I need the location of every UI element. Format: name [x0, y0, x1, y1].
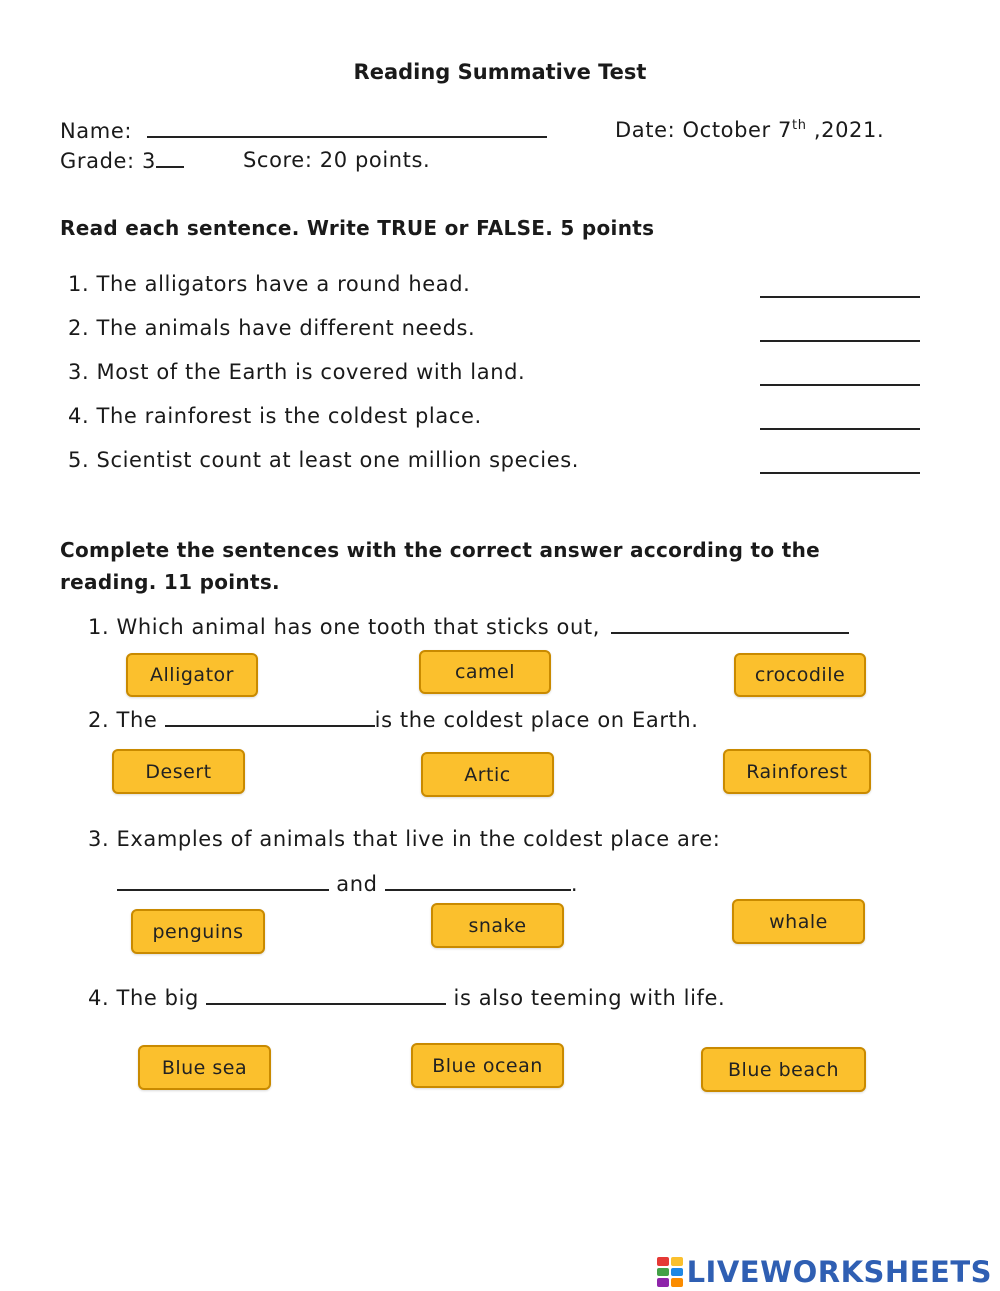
tf-answer-blank-3[interactable] [760, 382, 920, 386]
liveworksheets-logo [657, 1255, 992, 1289]
name-label: Name: [60, 119, 133, 143]
fill-question-3-period: . [570, 872, 579, 896]
liveworksheets-logo-text: LIVEWORKSHEETS [686, 1255, 992, 1289]
fill-question-4-prefix: 4. The big [88, 986, 199, 1010]
option-chip-q2-3[interactable]: Rainforest [723, 749, 871, 794]
fill-blank-3a[interactable] [117, 871, 329, 891]
option-chip-q4-1[interactable]: Blue sea [138, 1045, 271, 1090]
section2-instruction-line1: Complete the sentences with the correct answer according to the [60, 538, 820, 562]
fill-question-3-blanks [117, 871, 578, 896]
fill-blank-3b[interactable] [385, 871, 571, 891]
option-chip-q3-3[interactable]: whale [732, 899, 865, 944]
tf-answer-blank-1[interactable] [760, 294, 920, 298]
option-chip-q1-2[interactable]: camel [419, 650, 551, 694]
date-superscript: th [792, 118, 807, 133]
option-chip-q2-1[interactable]: Desert [112, 749, 245, 794]
tf-question-1: 1. The alligators have a round head. [68, 272, 471, 296]
tf-question-3: 3. Most of the Earth is covered with land. [68, 360, 526, 384]
fill-question-3-and: and [336, 872, 378, 896]
fill-blank-2[interactable] [165, 707, 375, 727]
grade-field [60, 148, 184, 173]
tf-answer-blank-4[interactable] [760, 426, 920, 430]
section1-instruction: Read each sentence. Write TRUE or FALSE. 5 points [60, 216, 655, 240]
tf-question-2: 2. The animals have different needs. [68, 316, 476, 340]
page-title: Reading Summative Test [353, 60, 647, 84]
grade-label: Grade: 3 [60, 149, 156, 173]
section2-instruction-line2: reading. 11 points. [60, 570, 280, 594]
tf-answer-blank-5[interactable] [760, 470, 920, 474]
fill-question-2-suffix: is the coldest place on Earth. [374, 708, 699, 732]
tf-answer-blank-2[interactable] [760, 338, 920, 342]
fill-question-2-prefix: 2. The [88, 708, 158, 732]
option-chip-q2-2[interactable]: Artic [421, 752, 554, 797]
liveworksheets-logo-icon [657, 1257, 683, 1287]
name-field [60, 118, 547, 143]
option-chip-q4-2[interactable]: Blue ocean [411, 1043, 564, 1088]
option-chip-q1-3[interactable]: crocodile [734, 653, 866, 697]
name-blank[interactable] [147, 118, 547, 138]
fill-blank-1[interactable] [611, 614, 849, 634]
fill-question-4 [88, 985, 725, 1010]
option-chip-q3-1[interactable]: penguins [131, 909, 265, 954]
fill-question-2 [88, 707, 699, 732]
score-text: Score: 20 points. [243, 148, 431, 172]
fill-question-1 [88, 614, 849, 639]
tf-question-4: 4. The rainforest is the coldest place. [68, 404, 482, 428]
option-chip-q3-2[interactable]: snake [431, 903, 564, 948]
fill-blank-4[interactable] [206, 985, 446, 1005]
fill-question-4-suffix: is also teeming with life. [453, 986, 726, 1010]
date-field [615, 118, 884, 142]
date-year: ,2021. [806, 118, 885, 142]
option-chip-q1-1[interactable]: Alligator [126, 653, 258, 697]
date-text: Date: October 7 [615, 118, 793, 142]
grade-blank [156, 148, 184, 168]
tf-question-5: 5. Scientist count at least one million species. [68, 448, 580, 472]
option-chip-q4-3[interactable]: Blue beach [701, 1047, 866, 1092]
fill-question-1-text: 1. Which animal has one tooth that sticks out, [88, 615, 601, 639]
fill-question-3-text: 3. Examples of animals that live in the coldest place are: [88, 827, 721, 851]
